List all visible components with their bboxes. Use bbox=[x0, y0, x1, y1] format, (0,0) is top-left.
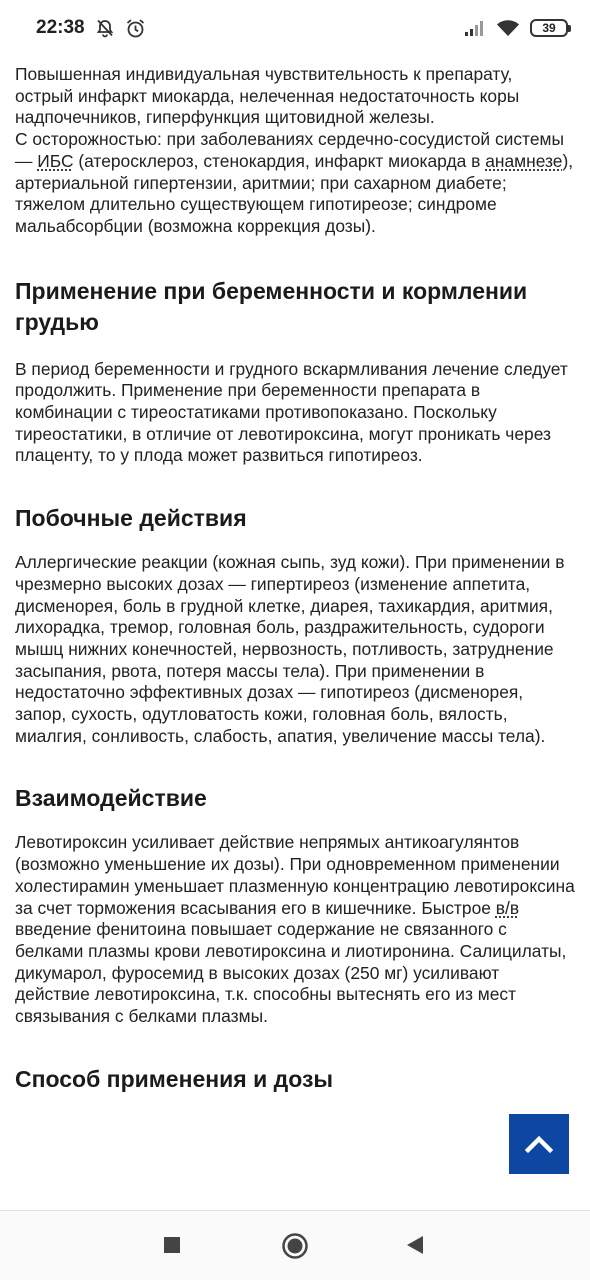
battery-level: 39 bbox=[542, 21, 556, 35]
status-time: 22:38 bbox=[36, 17, 85, 38]
interaction-text-prefix: Левотироксин усиливает действие непрямых антикоагулянтов (возможно уменьшение их дозы). При одновременном применении холестирамин уменьшает плазменную концентрацию левотироксина за счет торможения всасывания его в кишечнике. Быстрое bbox=[15, 832, 575, 918]
side-effects-heading: Побочные действия bbox=[15, 505, 247, 532]
status-bar bbox=[0, 0, 590, 56]
side-effects-text: Аллергические реакции (кожная сыпь, зуд кожи). При применении в чрезмерно высоких дозах — гипертиреоз (изменение аппетита, дисменорея, боль в грудной клетке, диарея, тахикардия, аритмия, лихорадка, тремор, головная боль, раздражительность, судороги мышц нижних конечностей, нервозность, потливость, затруднение засыпания, рвота, потеря массы тела). При применении в недостаточно эффективных дозах — гипотиреоз (дисменорея, запор, сухость, одутловатость кожи, головная боль, вялость, миалгия, сонливость, слабость, апатия, увеличение массы тела). bbox=[15, 552, 565, 746]
article-content bbox=[15, 64, 575, 1204]
contraindications-text bbox=[15, 64, 575, 238]
interaction-text-suffix: введение фенитоина повышает содержание не связанного с белками плазмы крови левотироксина и лиотиронина. Салицилаты, дикумарол, фуросемид в высоких дозах (250 мг) усиливают действие левотироксина, т.к. способны вытеснять его из мест связывания с белками плазмы. bbox=[15, 919, 567, 1027]
contraindications-caution-mid: (атеросклероз, стенокардия, инфаркт миокарда в bbox=[73, 150, 486, 171]
pregnancy-heading: Применение при беременности и кормлении грудью bbox=[15, 277, 528, 335]
mute-notification-icon bbox=[95, 18, 115, 38]
signal-icon bbox=[464, 19, 486, 37]
chevron-up-icon bbox=[524, 1134, 554, 1154]
interaction-heading: Взаимодействие bbox=[15, 785, 207, 812]
abbr-anamnesis[interactable]: анамнезе bbox=[485, 150, 563, 171]
recent-apps-icon[interactable] bbox=[162, 1235, 182, 1255]
pregnancy-text: В период беременности и грудного вскармливания лечение следует продолжить. Применение при беременности препарата в комбинации с тиреостатиками противопоказано. Поскольку тиреостатики, в отличие от левотироксина, могут проникать через плаценту, то у плода может развиться гипотиреоз. bbox=[15, 358, 568, 466]
interaction-text bbox=[15, 832, 575, 1027]
navigation-bar bbox=[0, 1210, 590, 1280]
back-icon[interactable] bbox=[405, 1234, 425, 1256]
scroll-to-top-button[interactable] bbox=[509, 1114, 569, 1174]
abbr-ibs[interactable]: ИБС bbox=[37, 150, 74, 171]
contraindications-caution-prefix: С осторожностью: при заболеваниях сердечно-сосудистой системы — bbox=[15, 129, 564, 171]
battery-icon bbox=[530, 19, 568, 37]
wifi-icon bbox=[496, 19, 520, 37]
dosage-heading: Способ применения и дозы bbox=[15, 1065, 334, 1092]
contraindications-caution-suffix: ), артериальной гипертензии, аритмии; при сахарном диабете; тяжелом длительно существующем гипотиреозе; синдроме мальабсорбции (возможна коррекция дозы). bbox=[15, 150, 574, 236]
home-icon[interactable] bbox=[281, 1232, 309, 1260]
alarm-icon bbox=[125, 18, 146, 39]
contraindications-main: Повышенная индивидуальная чувствительность к препарату, острый инфаркт миокарда, нелеченная недостаточность коры надпочечников, гиперфункция щитовидной железы. bbox=[15, 64, 520, 128]
abbr-iv[interactable]: в/в bbox=[495, 897, 520, 918]
